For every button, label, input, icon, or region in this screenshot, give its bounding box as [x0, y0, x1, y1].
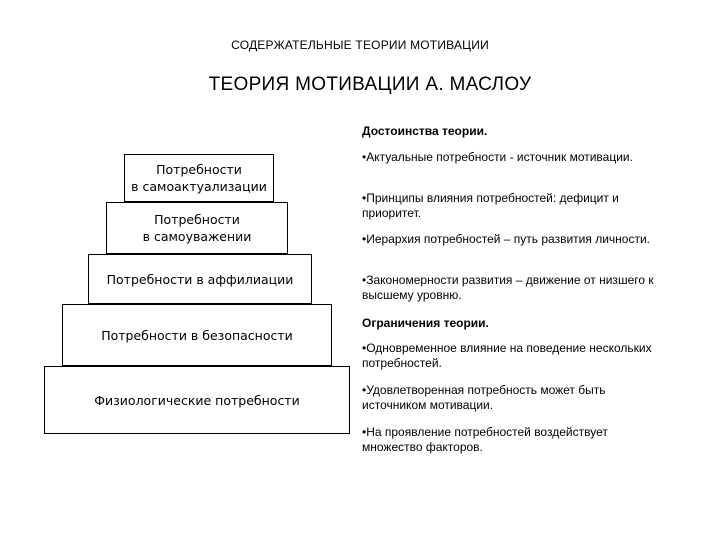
limitations-heading: Ограничения теории. [362, 316, 489, 330]
pyramid-level-physiological [44, 366, 350, 434]
limitation-item: •Удовлетворенная потребность может быть источником мотивации. [362, 383, 606, 412]
pyramid-level-label: Физиологические потребности [94, 392, 300, 408]
slide-title: ТЕОРИЯ МОТИВАЦИИ А. МАСЛОУ [208, 74, 532, 95]
advantage-item: •Иерархия потребностей – путь развития личности. [362, 232, 650, 246]
pyramid-level-label: Потребности в аффилиации [106, 271, 294, 287]
pyramid-level-safety [62, 304, 332, 366]
limitation-item: •На проявление потребностей воздействует множество факторов. [362, 425, 608, 454]
limitation-item: •Одновременное влияние на поведение нескольких потребностей. [362, 341, 652, 370]
advantages-heading: Достоинства теории. [362, 124, 488, 138]
pyramid-level-label: Потребности в безопасности [101, 327, 293, 343]
pyramid-level-self-actualization [124, 154, 274, 202]
pyramid-level-label: Потребности в самоактуализации [131, 162, 267, 194]
pyramid-level-affiliation [88, 254, 312, 304]
advantage-item: •Актуальные потребности - источник мотивации. [362, 150, 633, 164]
advantage-item: •Принципы влияния потребностей: дефицит и приоритет. [362, 191, 619, 220]
slide-subtitle: СОДЕРЖАТЕЛЬНЫЕ ТЕОРИИ МОТИВАЦИИ [231, 38, 489, 52]
pyramid-level-esteem [106, 202, 288, 254]
pyramid-level-label: Потребности в самоуважении [142, 212, 252, 244]
advantage-item: •Закономерности развития – движение от низшего к высшему уровню. [362, 273, 654, 302]
